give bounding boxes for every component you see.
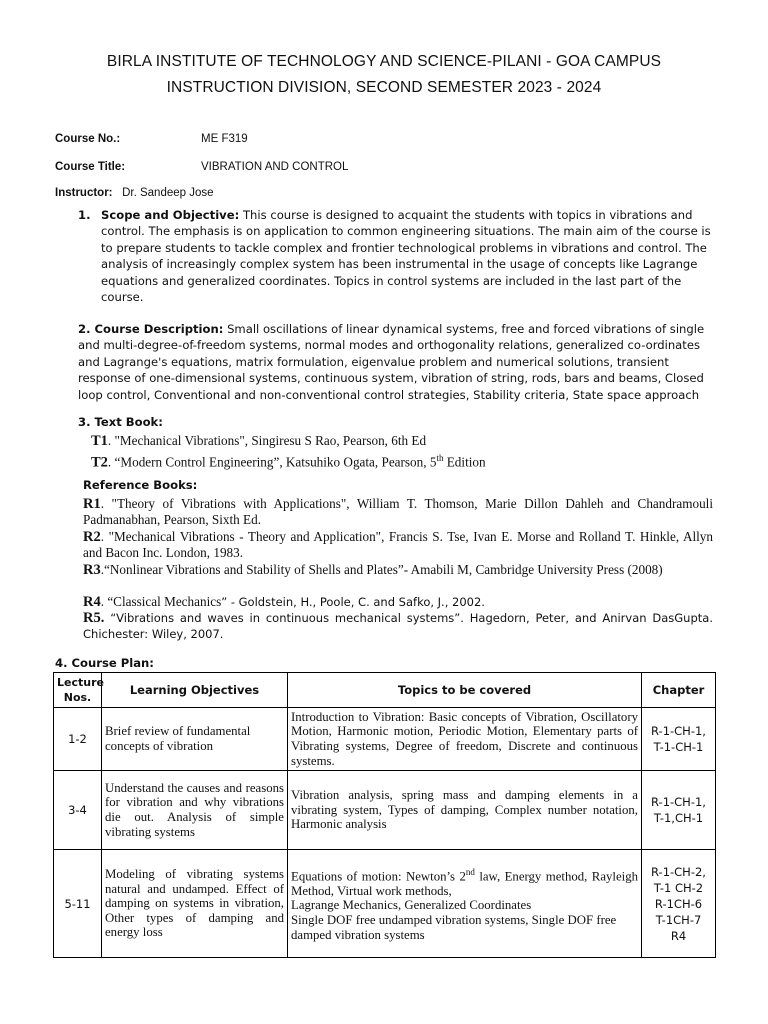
table-header-row [54,673,716,708]
instructor-line [55,187,214,199]
r2-label: R2 [83,529,101,545]
topics-line: Single DOF free undamped vibration systems, Single DOF free damped vibration systems [291,912,617,942]
t2-label: T2 [91,454,108,471]
chapter-cell [642,771,716,850]
t1-label: T1 [91,433,108,449]
chapter-cell [642,708,716,771]
col-lecture: Lecture Nos. [54,673,102,708]
col-chapter: Chapter [642,673,716,708]
description-paragraph [78,321,714,403]
textbook-t2 [91,450,711,471]
scope-paragraph [101,207,713,305]
references-heading: Reference Books: [83,478,198,492]
r1-text: . "Theory of Vibrations with Applications", William T. Thomson, Marie Dillon Dahleh and Chandramouli Padmanabhan, Pearson, Sixth Ed. [83,496,713,528]
lecture-cell: 1-2 [54,708,102,771]
r4-text-a: . “Classical Mechanics [100,594,222,609]
topics-cell [288,850,642,958]
r4-label: R4 [83,594,101,610]
instructor-label: Instructor: [55,187,113,199]
r4-text-b: ” - Goldstein, H., Poole, C. and Safko, J., 2002. [221,595,485,609]
r2-text: . "Mechanical Vibrations - Theory and Application", Francis S. Tse, Ivan E. Morse and Rolland T. Hinkle, Allyn and Bacon Inc. London, 1983. [83,529,713,561]
col-objectives: Learning Objectives [102,673,288,708]
col-topics: Topics to be covered [288,673,642,708]
r3-label: R3 [83,562,101,578]
topics-sup: nd [465,866,475,877]
scope-number: 1. [78,208,91,222]
reference-r4 [83,594,713,610]
course-plan-heading: 4. Course Plan: [55,656,154,670]
topics-line [291,865,638,898]
textbook-heading: 3. Text Book: [78,415,163,429]
chapter-ref: T-1 CH-2 [653,880,704,895]
chapter-ref: T-1,CH-1 [653,811,704,825]
t2-tail: Edition [443,454,486,470]
description-heading: 2. Course Description: [78,322,224,336]
institute-title: BIRLA INSTITUTE OF TECHNOLOGY AND SCIENCE-PILANI - GOA CAMPUS [106,53,662,70]
chapter-ref: R-1-CH-1, [651,795,706,809]
course-no-label: Course No.: [55,133,121,145]
topics-part: Equations of motion: Newton’s 2 [291,869,466,884]
chapter-ref: T-1-CH-1 [653,740,704,754]
instructor-value: Dr. Sandeep Jose [122,187,214,199]
t1-text: . "Mechanical Vibrations", Singiresu S Rao, Pearson, 6th Ed [107,433,427,448]
objective-cell: Brief review of fundamental concepts of vibration [102,708,288,771]
scope-text: This course is designed to acquaint the students with topics in vibrations and control. The emphasis is on application to common engineering situations. The main aim of the course is to prepare students to tackle complex and frontier technological problems in vibrations and control. The analysis of increasingly complex system has been instrumental in the usage of concepts like Lagrange equations and generalized coordinates. Topics in control systems are included in the last part of the course. [101,208,711,305]
t2-text: . “Modern Control Engineering”, Katsuhiko Ogata, Pearson, 5 [107,454,437,470]
table-row [54,771,716,850]
t2-sup: th [436,453,444,463]
topics-cell: Vibration analysis, spring mass and damping elements in a vibrating system, Types of damping, Complex number notation, Harmonic analysis [288,771,642,850]
chapter-cell [642,850,716,958]
r1-label: R1 [83,496,101,512]
chapter-ref: R-1-CH-2, [651,864,706,879]
textbook-t1 [91,433,711,449]
r3-text: .“Nonlinear Vibrations and Stability of Shells and Plates”- Amabili M, Cambridge University Press (2008) [100,562,663,577]
reference-r1 [83,496,713,529]
topics-part: law, Energy method, Rayleigh Method, Virtual work methods, [291,869,638,898]
course-title-value: VIBRATION AND CONTROL [201,161,349,173]
scope-heading: Scope and Objective: [101,208,240,222]
r5-text: “Vibrations and waves in continuous mechanical systems”. Hagedorn, Peter, and Anirvan DasGupta. Chichester: Wiley, 2007. [83,611,713,642]
chapter-ref: R-1-CH-1, [651,724,706,738]
reference-r3 [83,562,713,578]
lecture-cell: 3-4 [54,771,102,850]
r5-label: R5. [83,610,105,626]
course-title-label: Course Title: [55,161,126,173]
topics-line: Lagrange Mechanics, Generalized Coordinates [291,898,532,913]
lecture-cell: 5-11 [54,850,102,958]
chapter-ref: R4 [670,928,687,943]
reference-r2 [83,529,713,562]
chapter-ref: R-1CH-6 [654,896,703,911]
table-row [54,708,716,771]
description-text: Small oscillations of linear dynamical systems, free and forced vibrations of single and multi-degree-of-freedom systems, normal modes and orthogonality relations, generalized co-ordinates and Lagrange's equations, matrix formulation, eigenvalue problem and numerical solutions, transient response of one-dimensional systems, continuous system, vibration of string, rods, bars and beams, Closed loop control, Conventional and non-conventional control strategies, Stability criteria, State space approach [78,322,705,402]
objective-cell: Understand the causes and reasons for vibration and why vibrations die out. Analysis of simple vibrating systems [102,771,288,850]
topics-cell: Introduction to Vibration: Basic concepts of Vibration, Oscillatory Motion, Harmonic motion, Periodic Motion, Elementary parts of Vibrating systems, Degree of freedom, Discrete and continuous systems. [288,708,642,771]
chapter-ref: T-1CH-7 [655,912,702,927]
course-plan-table [53,672,716,958]
course-no-value: ME F319 [201,133,248,145]
reference-r5 [83,610,713,643]
objective-cell: Modeling of vibrating systems natural and undamped. Effect of damping on systems in vibration, Other types of damping and energy loss [102,850,288,958]
table-row [54,850,716,958]
semester-title: INSTRUCTION DIVISION, SECOND SEMESTER 2023 - 2024 [166,79,602,96]
